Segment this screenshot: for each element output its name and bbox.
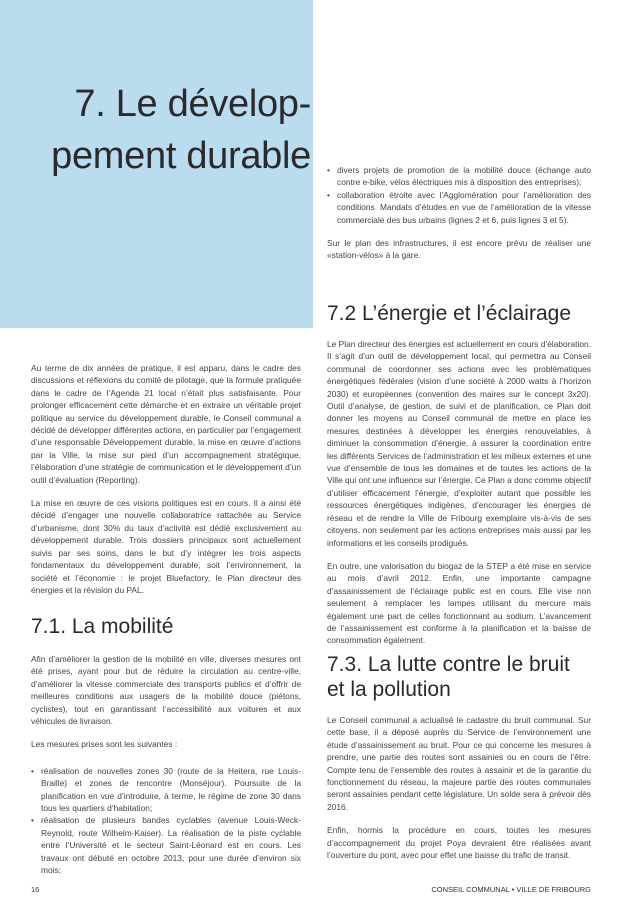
- bruit-paragraph-2: Enfin, hormis la procédure en cours, toutes les mesures d’accompagnement du projet Poya devraient être réalisées avant l’ouverture du pont, avec pour effet une baisse du trafic de transit.: [327, 825, 591, 861]
- section-bruit: [327, 652, 591, 872]
- list-item: • réalisation de nouvelles zones 30 (route de la Heitera, rue Louis-Braille) et zones de rencontre (Monséjour). Poursuite de la planification en vue d’introduire, à terme, le régime de zone 30 dans tous les quartiers d’habitation;: [41, 765, 301, 815]
- right-column-continued: [327, 164, 591, 273]
- left-column-intro: [31, 362, 301, 607]
- section-heading-mobilite: 7.1. La mobilité: [31, 615, 174, 638]
- list-item: • divers projets de promotion de la mobilité douce (échange auto contre e-bike, vélos électriques mis à disposition des entreprises);: [337, 164, 591, 189]
- energie-paragraph-2: En outre, une valorisation du biogaz de la STEP a été mise en service au mois d’avril 2012. Enfin, une importante campagne d’assainissement de l’éclairage public est en cours. Elle vise non seulement à remplacer les lampes utilisant du mercure mais également une part de celles fonctionnant au sodium. L’avancement de l’assainissement est conforme à la planification et la baisse de consommation également.: [327, 560, 591, 646]
- section-heading-energie: 7.2 L’énergie et l’éclairage: [327, 302, 572, 325]
- infrastructure-paragraph: Sur le plan des infrastructures, il est encore prévu de réaliser une «station-vélos» à la gare.: [327, 238, 591, 261]
- chapter-title-line-1: 7. Le dévelop-: [74, 83, 311, 125]
- list-item: • collaboration étroite avec l’Agglomération pour l’amélioration des conditions. Mandats d’études en vue de l’amélioration de la vitesse commerciale des bus urbains (lignes 2 et 6, puis lignes 3 et 5).: [337, 189, 591, 226]
- mobilite-paragraph-2: Les mesures prises sont les suivantes :: [31, 739, 178, 750]
- intro-paragraph-2: La mise en œuvre de ces visions politiques est en cours. Il a ainsi été décidé d’engager une nouvelle collaboratrice rattachée au Service d’urbanisme, dont 30% du taux d’activité est dédié exclusivement au développement durable. Trois dossiers principaux sont actuellement suivis par ses soins, dans le but d’y intégrer les trois aspects fondamentaux du développement durable, soit l’environnement, la société et l’économie : le projet Bluefactory, le Plan directeur des énergies et la révision du PAL.: [31, 498, 301, 595]
- mobilite-measures-list-continued: [327, 164, 591, 226]
- chapter-title: [0, 78, 311, 182]
- section-mobilite: [31, 614, 301, 888]
- footer-publisher: CONSEIL COMMUNAL • VILLE DE FRIBOURG: [431, 885, 591, 894]
- chapter-title-line-2: pement durable: [51, 135, 311, 177]
- section-energie: [327, 301, 591, 658]
- bruit-paragraph-1: Le Conseil communal a actualisé le cadastre du bruit communal. Sur cette base, il a déposé auprès du Service de l’environnement une étude d’assainissement au bruit. Pour ce qui concerne les mesures à prendre, une partie des routes sont assainies ou en cours de l’être. Compte tenu de l’ensemble des routes à assainir et de la garantie du fonctionnement du réseau, la majeure partie des routes communales seront assainies pendant cette législature. Un solde sera à prévoir dès 2016.: [327, 715, 591, 812]
- page-number: 16: [31, 885, 40, 894]
- mobilite-measures-list: [31, 765, 301, 877]
- list-item: • réalisation de plusieurs bandes cyclables (avenue Louis-Weck-Reynold, route Wilhelm-Kaiser). La réalisation de la piste cyclable entre l’Université et le secteur Saint-Léonard est en cours. Les travaux ont débuté en octobre 2013, pour une durée d’environ six mois;: [41, 814, 301, 876]
- mobilite-paragraph-1: Afin d’améliorer la gestion de la mobilité en ville, diverses mesures ont été prises, ayant pour but de réduire la circulation au centre-ville, d’améliorer la vitesse commerciale des transports publics et d’offrir de meilleures conditions aux usagers de la mobilité douce (piétons, cyclistes), tout en garantissant l’accessibilité aux voitures et aux véhicules de livraison.: [31, 654, 301, 727]
- intro-paragraph-1: Au terme de dix années de pratique, il est apparu, dans le cadre des discussions et réflexions du comité de pilotage, que la formule pratiquée dans le cadre de l’Agenda 21 local n’était plus satisfaisante. Pour prolonger efficacement cette démarche et en extraire un véritable projet politique au service du développement durable, le Conseil communal a décidé de développer différentes actions, en particulier par l’engagement d’une responsable Développement durable, la mise en œuvre d’actions par la Ville, la mise sur pied d’un accompagnement stratégique, l’élaboration d’une stratégie de communication et le développement d’un outil d’évaluation (Reporting).: [31, 363, 301, 485]
- section-heading-bruit: 7.3. La lutte contre le bruit et la pollution: [327, 653, 570, 701]
- energie-paragraph-1: Le Plan directeur des énergies est actuellement en cours d’élaboration. Il s’agit d’un outil de développement local, qui permettra au Conseil communal de coordonner ses actions avec les problématiques énergétiques fédérales (vision d’une société à 2000 watts à l’horizon 2030) et européennes (convention des maires sur le concept 3x20). Outil d’analyse, de gestion, de suivi et de planification, ce Plan doit donner les moyens au Conseil communal de mettre en place les mesures destinées à développer les énergies renouvelables, à diminuer la consommation d’énergie, à assurer la coordination entre les différents Services de l’administration et les milieux externes et une vue d’ensemble de tous les domaines et de toutes les actions de la Ville qui ont une influence sur l’énergie. Ce Plan a donc comme objectif d’utiliser efficacement l’énergie, d’exploiter autant que possible les ressources énergétiques indigènes, d’encourager les énergies de réseau et de rendre la Ville de Fribourg exemplaire vis-à-vis de ses citoyens, non seulement par les actions entreprises mais aussi par les informations et les conseils prodigués.: [327, 339, 591, 548]
